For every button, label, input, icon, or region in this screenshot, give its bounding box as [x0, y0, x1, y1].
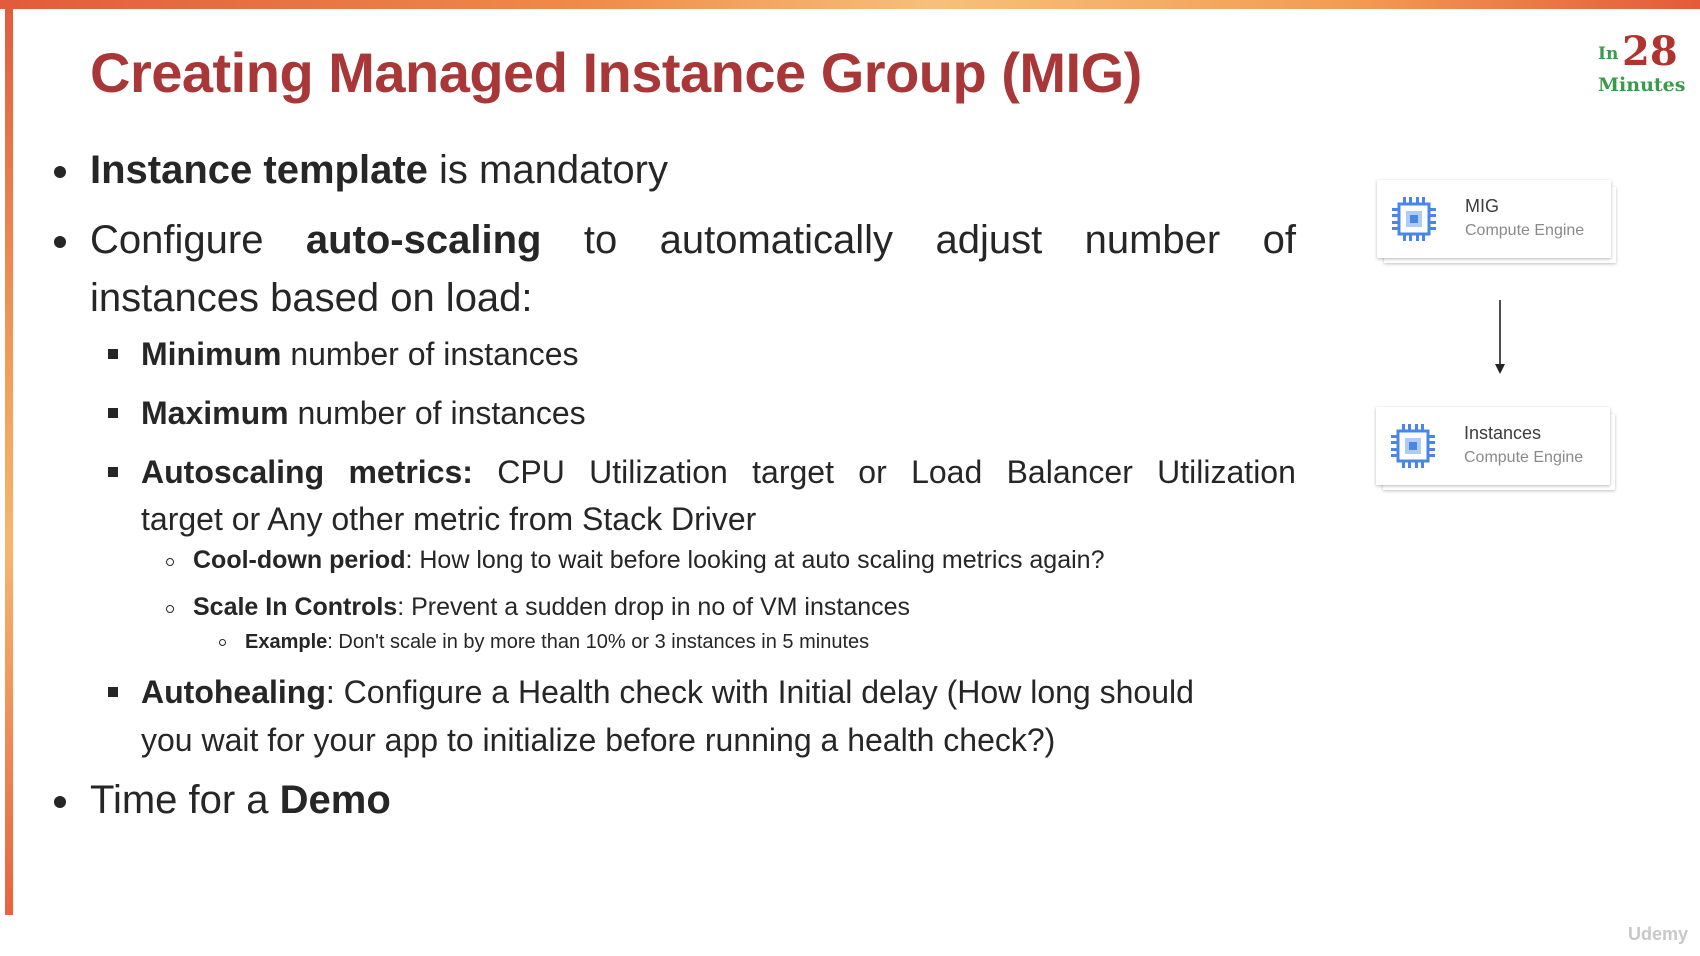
bullet-dot — [54, 796, 66, 808]
bullet-autohealing-line2: you wait for your app to initialize before running a health check?) — [141, 722, 1056, 758]
bullet-auto-scaling-line1: Configure auto-scaling to automatically adjust number of — [90, 218, 1296, 262]
bullet-square — [108, 467, 118, 477]
slide-title: Creating Managed Instance Group (MIG) — [90, 41, 1142, 104]
slide-top-border — [0, 0, 1700, 9]
bullet-square — [108, 687, 118, 697]
bullet-example: Example: Don't scale in by more than 10% or 3 instances in 5 minutes — [245, 631, 870, 653]
bullet-auto-scaling-line2: instances based on load: — [90, 276, 533, 320]
node-name: Instances — [1464, 423, 1542, 443]
node-name: MIG — [1465, 196, 1499, 216]
diagram-node-instances — [1376, 407, 1610, 485]
bullet-small-circle — [219, 639, 226, 646]
down-arrow-icon — [1494, 300, 1506, 376]
slide-left-border — [5, 0, 13, 915]
bullet-square — [108, 408, 118, 418]
bullet-demo: Time for a Demo — [90, 778, 391, 822]
bullet-dot — [54, 166, 66, 178]
node-service: Compute Engine — [1464, 449, 1584, 466]
bullet-minimum: Minimum number of instances — [141, 336, 579, 372]
udemy-watermark: Udemy — [1628, 924, 1689, 944]
node-service: Compute Engine — [1465, 222, 1585, 239]
bullet-scale-in-controls: Scale In Controls: Prevent a sudden drop in no of VM instances — [193, 593, 911, 621]
bullet-circle — [166, 558, 174, 566]
bullet-autohealing-line1: Autohealing: Configure a Health check with Initial delay (How long should — [141, 674, 1194, 710]
bullet-instance-template: Instance template is mandatory — [90, 148, 668, 192]
in28minutes-logo: In 28 Minutes — [1598, 28, 1686, 96]
bullet-autoscaling-metrics-line1: Autoscaling metrics: CPU Utilization target or Load Balancer Utilization — [141, 454, 1296, 490]
bullet-dot — [54, 236, 66, 248]
bullet-autoscaling-metrics-line2: target or Any other metric from Stack Driver — [141, 501, 757, 537]
diagram-node-mig — [1377, 180, 1611, 258]
bullet-cool-down-period: Cool-down period: How long to wait before looking at auto scaling metrics again? — [193, 546, 1105, 574]
compute-engine-chip-icon — [1390, 423, 1436, 469]
bullet-maximum: Maximum number of instances — [141, 395, 586, 431]
bullet-circle — [166, 605, 174, 613]
compute-engine-chip-icon — [1391, 196, 1437, 242]
bullet-square — [108, 349, 118, 359]
